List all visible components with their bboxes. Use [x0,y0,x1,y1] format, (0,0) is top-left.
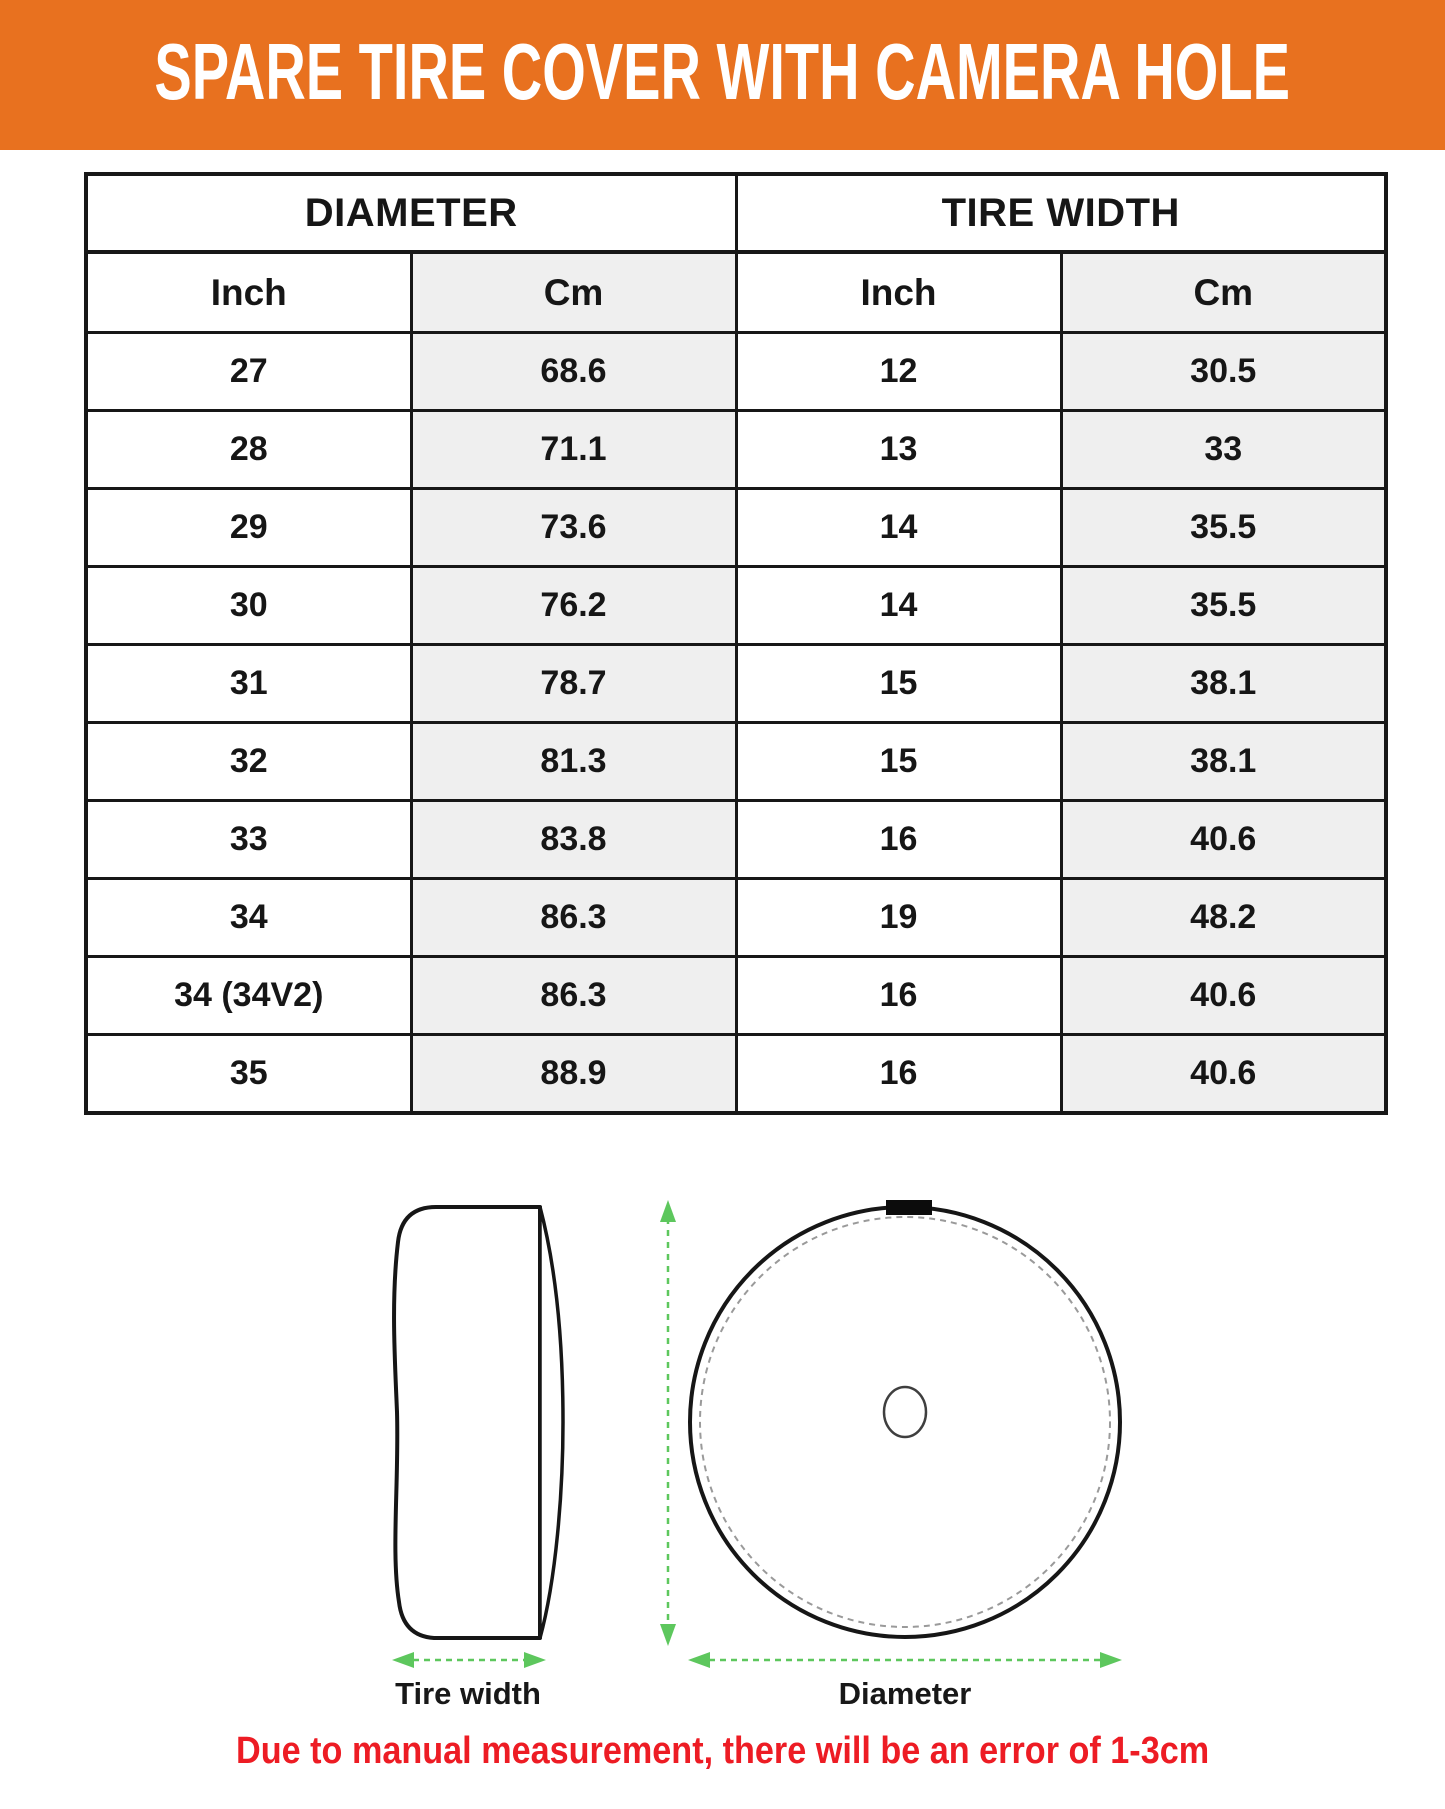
tire-width-arrow [392,1652,546,1668]
tire-width-group-header: TIRE WIDTH [736,174,1386,252]
diameter-inch-header: Inch [86,252,411,333]
tire-side-view-drawing [394,1207,563,1638]
size-cell: 15 [736,645,1061,723]
table-row [86,411,1386,489]
size-cell: 48.2 [1061,879,1386,957]
size-cell: 83.8 [411,801,736,879]
camera-hole [884,1387,926,1437]
measurement-error-text: Due to manual measurement, there will be an error of 1-3cm [235,1730,1210,1772]
size-cell: 35.5 [1061,567,1386,645]
size-cell: 38.1 [1061,723,1386,801]
diameter-arrow [688,1652,1122,1668]
size-cell: 12 [736,333,1061,411]
vertical-diameter-arrow [660,1200,676,1646]
measurement-error-note [0,1730,1445,1773]
size-cell: 32 [86,723,411,801]
table-row [86,801,1386,879]
size-cell: 16 [736,1035,1061,1114]
tire-front-view-drawing [690,1200,1120,1637]
table-row [86,1035,1386,1114]
page-title: SPARE TIRE COVER WITH CAMERA HOLE [154,27,1291,116]
size-cell: 33 [1061,411,1386,489]
size-cell: 14 [736,567,1061,645]
tire-measurement-diagram [0,1150,1445,1809]
size-cell: 27 [86,333,411,411]
diameter-label: Diameter [838,1676,972,1711]
size-cell: 73.6 [411,489,736,567]
table-row [86,723,1386,801]
size-cell: 86.3 [411,879,736,957]
table-row [86,879,1386,957]
size-cell: 16 [736,957,1061,1035]
size-cell: 34 [86,879,411,957]
header-banner [0,0,1445,150]
table-row [86,333,1386,411]
size-cell: 13 [736,411,1061,489]
size-table-body [86,333,1386,1114]
tire-width-inch-header: Inch [736,252,1061,333]
size-cell: 34 (34V2) [86,957,411,1035]
size-chart-table [84,172,1388,1115]
size-cell: 15 [736,723,1061,801]
size-cell: 33 [86,801,411,879]
group-header-row [86,174,1386,252]
top-marker [886,1200,932,1215]
size-cell: 81.3 [411,723,736,801]
tire-width-cm-header: Cm [1061,252,1386,333]
size-cell: 29 [86,489,411,567]
size-cell: 86.3 [411,957,736,1035]
size-cell: 35.5 [1061,489,1386,567]
diameter-group-header: DIAMETER [86,174,736,252]
size-cell: 35 [86,1035,411,1114]
size-cell: 88.9 [411,1035,736,1114]
size-cell: 30 [86,567,411,645]
table-row [86,567,1386,645]
table-row [86,645,1386,723]
size-cell: 40.6 [1061,957,1386,1035]
diameter-cm-header: Cm [411,252,736,333]
size-cell: 71.1 [411,411,736,489]
size-cell: 19 [736,879,1061,957]
size-cell: 76.2 [411,567,736,645]
size-cell: 31 [86,645,411,723]
size-cell: 30.5 [1061,333,1386,411]
size-cell: 40.6 [1061,1035,1386,1114]
size-cell: 28 [86,411,411,489]
size-cell: 40.6 [1061,801,1386,879]
table-row [86,489,1386,567]
size-cell: 38.1 [1061,645,1386,723]
size-cell: 16 [736,801,1061,879]
size-cell: 68.6 [411,333,736,411]
size-cell: 78.7 [411,645,736,723]
size-cell: 14 [736,489,1061,567]
unit-header-row [86,252,1386,333]
tire-width-label: Tire width [395,1676,541,1711]
table-row [86,957,1386,1035]
